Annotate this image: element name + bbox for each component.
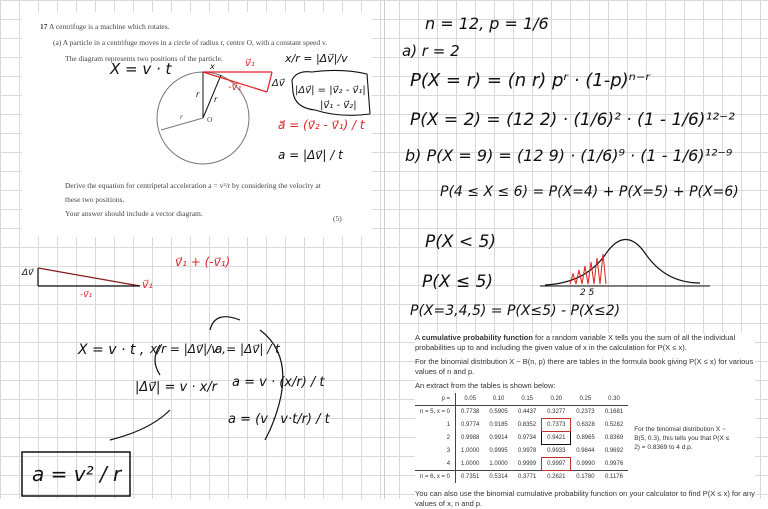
row-label: 4 xyxy=(415,458,456,471)
cell: 1.0000 xyxy=(461,448,480,454)
cell-circled: 0.9997 xyxy=(542,458,571,471)
row-label: 1 xyxy=(415,419,456,432)
cell: 0.9844 xyxy=(576,448,595,454)
dv-box-line-1: |Δv⃗| = |v⃗₂ - v⃗₁| xyxy=(295,85,366,96)
cell: 0.7738 xyxy=(461,409,480,416)
label-minus-v1: -v⃗₁ xyxy=(228,82,242,93)
cell: 0.1681 xyxy=(604,409,624,416)
table-row xyxy=(415,419,628,432)
derivation-a-eq-1: a = v · (x/r) / t xyxy=(232,375,325,390)
header-cell: 0.05 xyxy=(456,393,485,406)
cell: 0.9978 xyxy=(518,448,537,454)
derivation-dv-equals: |Δv⃗| = v · x/r xyxy=(135,380,218,395)
part-a-label: a) r = 2 xyxy=(402,42,460,60)
bottom-label-dv: Δv⃗ xyxy=(22,268,34,278)
cell: 0.1780 xyxy=(571,471,600,484)
bottom-label-minus-v1: -v⃗₁ xyxy=(80,290,93,300)
given-values: n = 12, p = 1/6 xyxy=(425,14,549,33)
sketch-shading xyxy=(570,254,606,284)
binomial-formula: P(X = r) = (n r) pʳ · (1-p)ⁿ⁻ʳ xyxy=(410,70,650,91)
paragraph-binomial: For the binomial distribution X ~ B(n, p) there are tables in the formula book giving P(X ≤ x) for various values of n and p. xyxy=(415,357,754,376)
derive-line-1: Derive the equation for centripetal acceleration a = v²/r by considering the velocity at xyxy=(65,181,321,190)
p1-pre: A xyxy=(415,333,422,342)
note-a-vector: a⃗ = (v⃗₂ - v⃗₁) / t xyxy=(278,118,365,132)
row-label: 3 xyxy=(415,445,456,458)
cell: 0.2621 xyxy=(542,471,571,484)
derivation-ratio: x/r = |Δv⃗|/v , xyxy=(150,342,226,356)
marks: (5) xyxy=(333,214,342,223)
sketch-curve xyxy=(545,239,700,285)
calculation-b: b) P(X = 9) = (12 9) · (1/6)⁹ · (1 - 1/6)¹²⁻⁹ xyxy=(405,146,733,165)
row-label: n = 6, x = 0 xyxy=(415,471,456,484)
cell-circled: 0.9421 xyxy=(542,432,571,445)
derivation-a-dv-t: a = |Δv⃗| / t xyxy=(215,342,280,356)
cell: 0.5314 xyxy=(484,471,512,484)
cell: 0.8352 xyxy=(517,422,537,428)
cell: 0.9999 xyxy=(517,460,537,467)
cell: 0.9995 xyxy=(489,448,508,454)
textbook-extract xyxy=(415,333,755,508)
label-v1: v⃗₁ xyxy=(245,58,255,69)
cell: 0.6328 xyxy=(576,422,595,428)
cell: 0.8369 xyxy=(604,435,624,441)
paragraph-extract: An extract from the tables is shown below: xyxy=(415,381,556,390)
bottom-label-v1: v⃗₁ xyxy=(142,278,153,291)
note-ratio: x/r = |Δv⃗|/v xyxy=(285,52,348,65)
label-radius: r xyxy=(180,112,183,121)
cell: 0.3277 xyxy=(547,409,566,415)
cell: 0.2373 xyxy=(576,409,595,416)
p-less-than-5: P(X < 5) xyxy=(425,232,497,252)
note-vector-sum: v⃗₁ + (-v⃗₁) xyxy=(175,255,231,269)
cell: 0.9976 xyxy=(604,460,624,467)
cell: 0.3771 xyxy=(513,471,542,484)
calculation-a: P(X = 2) = (12 2) · (1/6)² · (1 - 1/6)¹²⁻² xyxy=(410,110,735,130)
label-x-arc: x xyxy=(210,62,215,71)
cell: 0.8965 xyxy=(576,435,595,441)
connecting-arrows xyxy=(110,317,240,440)
label-r-right: r xyxy=(214,95,218,104)
cell: 0.9692 xyxy=(604,448,624,454)
radius-r-right xyxy=(203,75,221,118)
note-x-equals-vt: X = v · t xyxy=(110,60,172,78)
derivation-x-vt: X = v · t , xyxy=(78,342,145,358)
header-cell: 0.30 xyxy=(600,393,628,406)
cell: 1.0000 xyxy=(489,460,508,467)
derivation-a-eq-2: a = (v · v·t/r) / t xyxy=(228,412,330,427)
table-row xyxy=(415,445,628,458)
instruction-text: Your answer should include a vector diagram. xyxy=(65,209,203,218)
header-cell: 0.10 xyxy=(484,393,512,406)
p-at-most-5: P(X ≤ 5) xyxy=(422,272,494,292)
paragraph-calculator: You can also use the binomial cumulative probability function on your calculator to find P(X ≤ x) for any values of x, n and p. xyxy=(415,489,755,508)
range-probability: P(4 ≤ X ≤ 6) = P(X=4) + P(X=5) + P(X=6) xyxy=(440,184,739,200)
label-centre-o: O xyxy=(207,115,213,124)
binomial-table xyxy=(415,393,628,483)
term-bold: cumulative probability function xyxy=(421,333,533,342)
side-note: For the binomial distribution X ~ B(5, 0.3), this tells you that P(X ≤ 2) = 0.8369 to 4 d.p. xyxy=(634,425,730,451)
row-label: 2 xyxy=(415,432,456,445)
question-number: 17 xyxy=(40,22,48,31)
label-r-left: r xyxy=(196,90,200,99)
bottom-vector-v1 xyxy=(38,268,140,286)
header-cell: 0.20 xyxy=(542,393,571,406)
table-row xyxy=(415,406,628,419)
cell: 0.7351 xyxy=(456,471,485,484)
dv-box-line-2: |v⃗₁ - v⃗₂| xyxy=(320,100,357,111)
paragraph-definition xyxy=(415,333,755,353)
final-answer: a = v² / r xyxy=(32,462,122,486)
cell-circled: 0.7373 xyxy=(542,419,571,432)
cell: 0.9914 xyxy=(489,435,508,441)
derive-line-2: these two positions. xyxy=(65,195,125,204)
cell: 0.9774 xyxy=(461,422,480,428)
intro-text: A centrifuge is a machine which rotates. xyxy=(48,22,170,31)
p1-post: for a random variable X tells you the sum of all the individual probabilities up to and including the given value of x in the calculation for P(X ≤ x). xyxy=(415,333,736,352)
row-label: n = 5, x = 0 xyxy=(415,406,456,419)
cell: 0.9990 xyxy=(576,460,595,467)
part-a-text: (a) A particle in a centrifuge moves in a circle of radius r, centre O, with a constant speed v. xyxy=(53,38,328,47)
set-probability: P(X=3,4,5) = P(X≤5) - P(X≤2) xyxy=(410,303,621,319)
cell: 0.1176 xyxy=(600,471,628,484)
table-row xyxy=(415,471,628,484)
cell: 1.0000 xyxy=(461,460,480,467)
cell: 0.9933 xyxy=(547,448,566,454)
cell: 0.5282 xyxy=(604,422,624,428)
cell: 0.9185 xyxy=(489,422,508,428)
cell: 0.9734 xyxy=(517,435,537,441)
cell: 0.9988 xyxy=(461,435,480,441)
header-cell: p = xyxy=(415,393,456,406)
diagram-caption: The diagram represents two positions of the particle. xyxy=(65,54,223,63)
table-row xyxy=(415,432,628,445)
radius-line xyxy=(161,118,203,130)
header-cell: 0.25 xyxy=(571,393,600,406)
table-header-row xyxy=(415,393,628,406)
label-dv: Δv⃗ xyxy=(272,78,285,89)
cell: 0.5905 xyxy=(489,409,508,416)
note-a-magnitude: a = |Δv⃗| / t xyxy=(278,148,343,162)
header-cell: 0.15 xyxy=(513,393,542,406)
cell: 0.4437 xyxy=(518,409,537,416)
table-row xyxy=(415,458,628,471)
sketch-label: 2 5 xyxy=(580,288,595,298)
